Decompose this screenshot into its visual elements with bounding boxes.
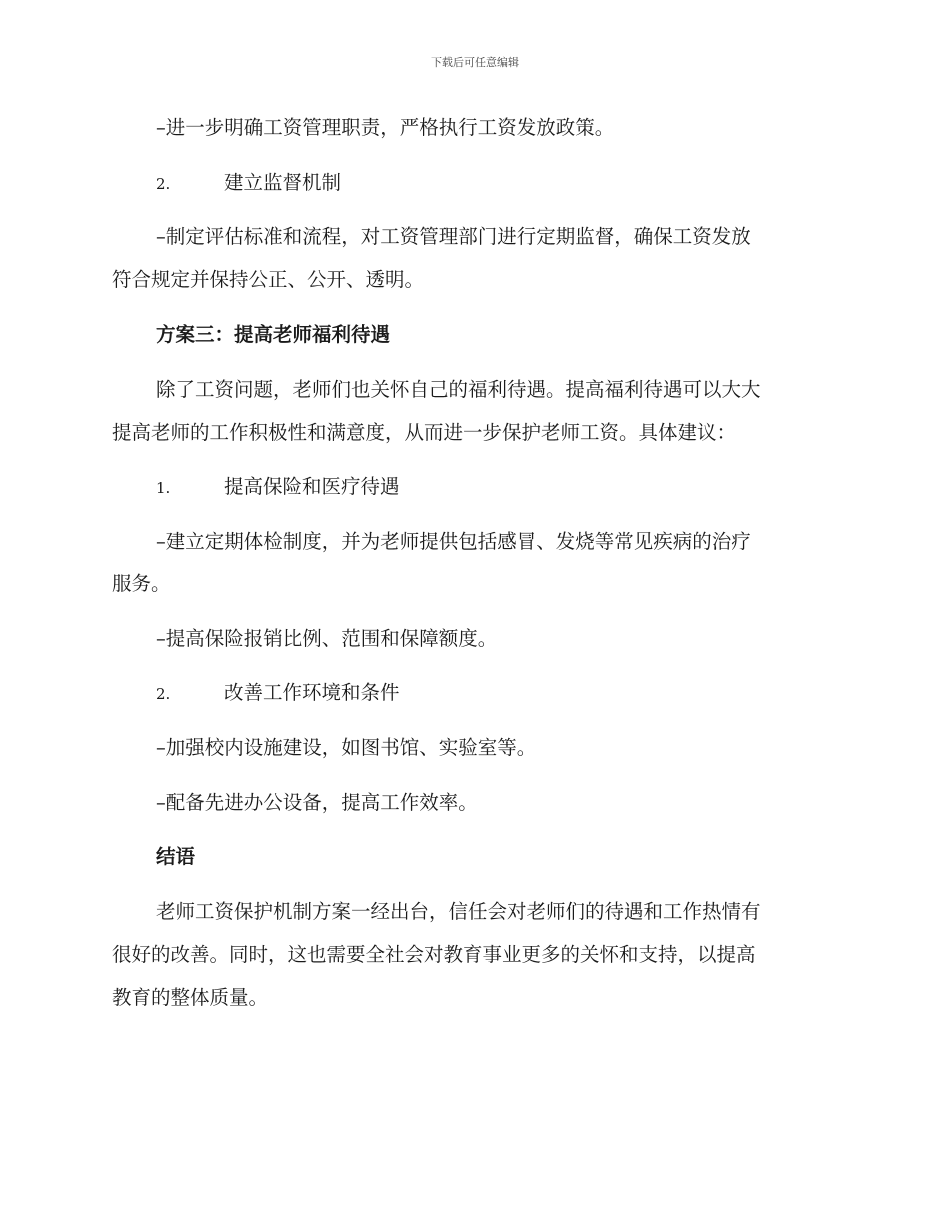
section-heading: 结语 (156, 845, 196, 868)
page-header-note: 下载后可任意编辑 (431, 56, 519, 69)
item-title: 提高保险和医疗待遇 (224, 475, 400, 498)
text-line: –进一步明确工资管理职责，严格执行工资发放政策。 (156, 116, 615, 139)
section-heading: 方案三：提高老师福利待遇 (156, 323, 391, 346)
text-line: –加强校内设施建设，如图书馆、实验室等。 (156, 736, 537, 759)
paragraph-line: 很好的改善。同时，这也需要全社会对教育事业更多的关怀和支持，以提高 (112, 943, 756, 966)
item-title: 建立监督机制 (224, 171, 342, 194)
item-number: 1. (156, 479, 171, 497)
paragraph-line: 老师工资保护机制方案一经出台，信任会对老师们的待遇和工作热情有 (156, 900, 761, 923)
numbered-item (156, 475, 886, 500)
item-number: 2. (156, 175, 171, 193)
paragraph-line: 除了工资问题，老师们也关怀自己的福利待遇。提高福利待遇可以大大 (156, 378, 761, 401)
text-line: –建立定期体检制度，并为老师提供包括感冒、发烧等常见疾病的治疗 (156, 530, 751, 553)
numbered-item (156, 681, 886, 706)
text-line: 服务。 (112, 572, 171, 595)
numbered-item (156, 171, 886, 196)
text-line: –提高保险报销比例、范围和保障额度。 (156, 627, 498, 650)
item-number: 2. (156, 685, 171, 703)
item-title: 改善工作环境和条件 (224, 681, 400, 704)
paragraph-line: 教育的整体质量。 (112, 986, 269, 1009)
text-line: –配备先进办公设备，提高工作效率。 (156, 791, 478, 814)
text-line: 符合规定并保持公正、公开、透明。 (112, 268, 425, 291)
text-line: –制定评估标准和流程，对工资管理部门进行定期监督，确保工资发放 (156, 225, 751, 248)
paragraph-line: 提高老师的工作积极性和满意度，从而进一步保护老师工资。具体建议： (112, 421, 737, 444)
